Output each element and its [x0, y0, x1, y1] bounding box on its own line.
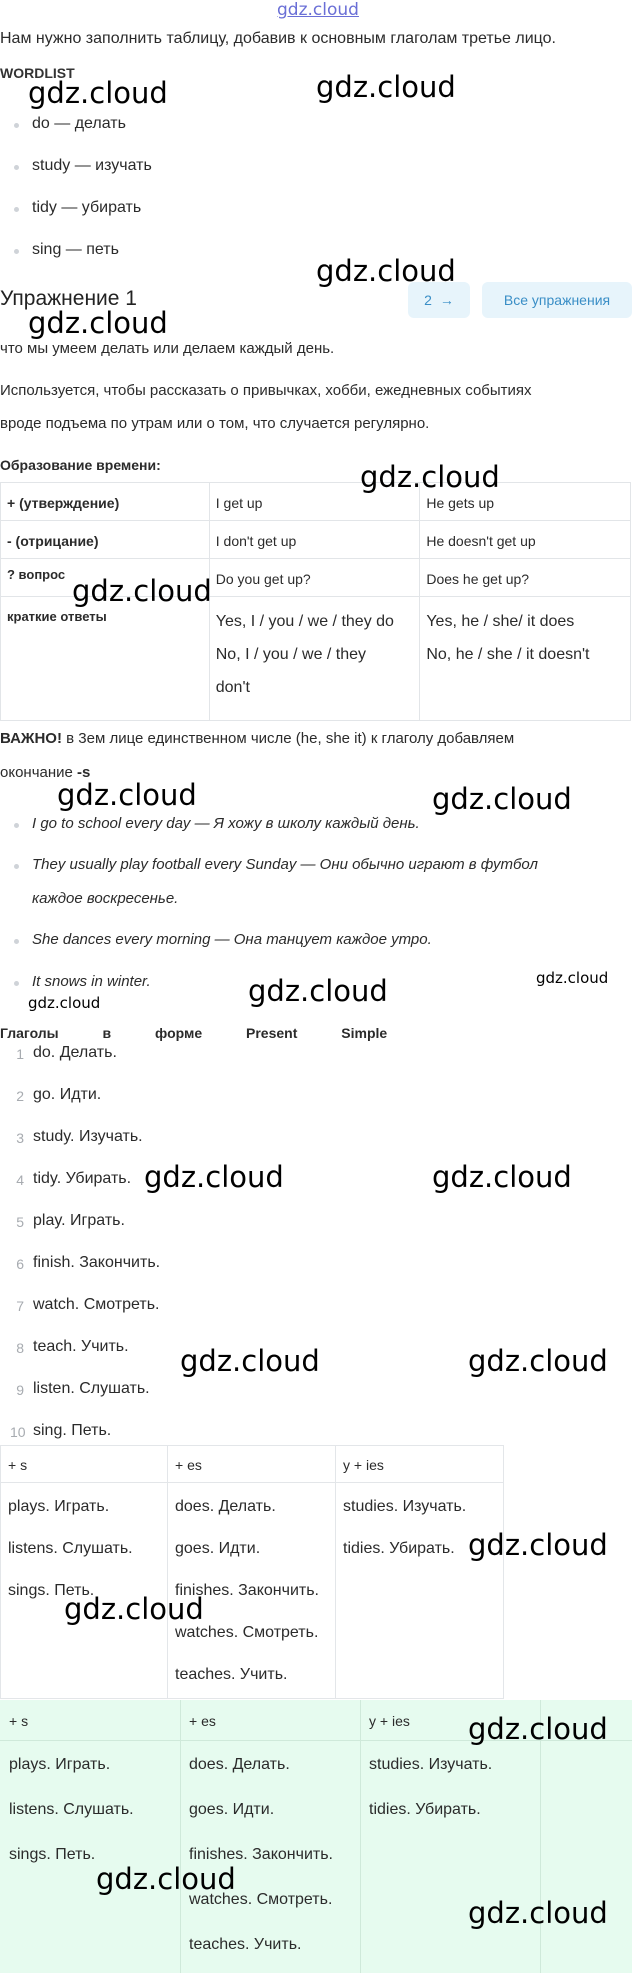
- short-answer-no-cont: don't: [215, 679, 250, 696]
- watermark: gdz.cloud: [316, 254, 456, 288]
- list-number: 1: [16, 1046, 24, 1062]
- watermark: gdz.cloud: [57, 778, 197, 812]
- wordlist-item: sing — петь: [32, 241, 119, 258]
- list-number: 3: [16, 1130, 24, 1146]
- watermark: gdz.cloud: [144, 1160, 284, 1194]
- column-header: + s: [9, 1713, 29, 1729]
- list-item: tidy. Убирать.: [33, 1170, 132, 1187]
- watermark-top: gdz.cloud: [277, 0, 359, 20]
- description-line-3: вроде подъема по утрам или о том, что случается регулярно.: [0, 415, 430, 432]
- table-cell: [209, 597, 420, 721]
- cutoff-heading: Глаголы в форме Present Simple: [0, 1025, 388, 1041]
- table-cell: краткие ответы: [1, 597, 210, 721]
- wordlist-item: do — делать: [32, 115, 126, 132]
- important-line-1: [0, 730, 514, 747]
- list-item: teach. Учить.: [33, 1338, 129, 1355]
- list-item: finish. Закончить.: [33, 1254, 161, 1271]
- list-item: go. Идти.: [33, 1086, 102, 1103]
- verbs-table: [0, 1445, 503, 1698]
- example-item: She dances every morning — Она танцует каждое утро.: [32, 931, 432, 948]
- all-exercises-button[interactable]: Все упражнения: [482, 282, 632, 318]
- table-cell: plays. Играть.: [9, 1756, 111, 1773]
- watermark: gdz.cloud: [360, 460, 500, 494]
- bullet-icon: [14, 823, 19, 828]
- list-number: 5: [16, 1214, 24, 1230]
- watermark: gdz.cloud: [96, 1862, 236, 1896]
- list-item: study. Изучать.: [33, 1128, 143, 1145]
- wordlist-title: WORDLIST: [0, 65, 75, 81]
- list-number: 6: [16, 1256, 24, 1272]
- bullet-icon: [14, 207, 19, 212]
- table-cell: studies. Изучать.: [369, 1756, 493, 1773]
- list-number: 10: [10, 1424, 26, 1440]
- table-cell: Does he get up?: [420, 559, 631, 597]
- arrow-right-icon: →: [439, 292, 454, 308]
- table-cell: sings. Петь.: [9, 1846, 96, 1863]
- watermark: gdz.cloud: [468, 1528, 608, 1562]
- formation-title: Образование времени:: [0, 457, 161, 473]
- table-cell: [420, 597, 631, 721]
- watermark: gdz.cloud: [432, 782, 572, 816]
- table-cell: - (отрицание): [1, 521, 210, 559]
- table-cell: listens. Слушать.: [8, 1540, 133, 1557]
- watermark: gdz.cloud: [64, 1592, 204, 1626]
- bullet-icon: [14, 939, 19, 944]
- table-cell: studies. Изучать.: [343, 1498, 467, 1515]
- important-text-2: окончание: [0, 764, 78, 781]
- cutoff-heading-clip: [0, 1025, 632, 1041]
- table-cell: sings. Петь.: [8, 1582, 95, 1599]
- watermark: gdz.cloud: [28, 76, 168, 110]
- table-cell: teaches. Учить.: [175, 1666, 288, 1683]
- important-suffix: -s: [77, 764, 91, 781]
- table-cell: I don't get up: [209, 521, 420, 559]
- watermark: gdz.cloud: [72, 574, 212, 608]
- table-row: [1, 483, 631, 521]
- table-cell: plays. Играть.: [8, 1498, 110, 1515]
- list-number: 2: [16, 1088, 24, 1104]
- table-cell: does. Делать.: [189, 1756, 290, 1773]
- table-cell: does. Делать.: [175, 1498, 276, 1515]
- table-row: [1, 597, 631, 721]
- bullet-icon: [14, 864, 19, 869]
- watermark: gdz.cloud: [468, 1712, 608, 1746]
- table-cell: tidies. Убирать.: [369, 1801, 481, 1818]
- intro-text: Нам нужно заполнить таблицу, добавив к основным глаголам третье лицо.: [0, 30, 556, 47]
- column-header: y + ies: [369, 1713, 410, 1729]
- table-cell: listens. Слушать.: [9, 1801, 134, 1818]
- column-header: y + ies: [343, 1457, 384, 1473]
- table-cell: ? вопрос: [1, 559, 210, 597]
- example-item: They usually play football every Sunday — Они обычно играют в футбол: [32, 856, 538, 873]
- table-cell: He gets up: [420, 483, 631, 521]
- short-answer-yes: Yes, he / she/ it does: [426, 613, 575, 630]
- column-header: + es: [175, 1457, 202, 1473]
- table-cell: teaches. Учить.: [189, 1936, 302, 1953]
- column-header: + s: [8, 1457, 28, 1473]
- table-cell: finishes. Закончить.: [175, 1582, 319, 1599]
- list-number: 7: [16, 1298, 24, 1314]
- column-header: + es: [189, 1713, 216, 1729]
- watermark: gdz.cloud: [432, 1160, 572, 1194]
- table-cell: I get up: [209, 483, 420, 521]
- important-text: в 3ем лице единственном числе (he, she it) к глаголу добавляем: [61, 730, 515, 747]
- table-cell: tidies. Убирать.: [343, 1540, 455, 1557]
- exercise-title: Упражнение 1: [0, 287, 137, 310]
- example-item: It snows in winter.: [32, 973, 151, 990]
- list-item: play. Играть.: [33, 1212, 125, 1229]
- bullet-icon: [14, 123, 19, 128]
- watermark: gdz.cloud: [28, 306, 168, 340]
- watermark: gdz.cloud: [248, 974, 388, 1008]
- watermark: gdz.cloud: [180, 1344, 320, 1378]
- table-cell: goes. Идти.: [175, 1540, 261, 1557]
- table-cell: watches. Смотреть.: [175, 1624, 319, 1641]
- list-item: do. Делать.: [33, 1044, 117, 1061]
- wordlist-item: study — изучать: [32, 157, 152, 174]
- list-number: 4: [16, 1172, 24, 1188]
- table-cell: + (утверждение): [1, 483, 210, 521]
- wordlist-item: tidy — убирать: [32, 199, 142, 216]
- table-cell: goes. Идти.: [189, 1801, 275, 1818]
- description-line-2: Используется, чтобы рассказать о привычках, хобби, ежедневных событиях: [0, 382, 532, 399]
- short-answer-yes: Yes, I / you / we / they do: [215, 613, 394, 630]
- list-number: 9: [16, 1382, 24, 1398]
- watermark: gdz.cloud: [536, 969, 609, 987]
- watermark: gdz.cloud: [468, 1344, 608, 1378]
- watermark: gdz.cloud: [28, 994, 101, 1012]
- table-cell: finishes. Закончить.: [189, 1846, 333, 1863]
- bullet-icon: [14, 249, 19, 254]
- list-item: listen. Слушать.: [33, 1380, 150, 1397]
- list-item: sing. Петь.: [33, 1422, 112, 1439]
- important-label: ВАЖНО!: [0, 730, 62, 747]
- example-item: I go to school every day — Я хожу в школу каждый день.: [32, 815, 420, 832]
- bullet-icon: [14, 165, 19, 170]
- list-number: 8: [16, 1340, 24, 1356]
- description-line-1: что мы умеем делать или делаем каждый день.: [0, 340, 335, 357]
- example-item-cont: каждое воскресенье.: [32, 890, 179, 907]
- short-answer-no: No, I / you / we / they: [215, 646, 367, 663]
- next-exercise-label: 2: [424, 292, 432, 308]
- watermark: gdz.cloud: [468, 1896, 608, 1930]
- table-cell: Do you get up?: [209, 559, 420, 597]
- table-row: [1, 521, 631, 559]
- watermark: gdz.cloud: [316, 70, 456, 104]
- short-answer-no: No, he / she / it doesn't: [426, 646, 590, 663]
- table-cell: He doesn't get up: [420, 521, 631, 559]
- bullet-icon: [14, 981, 19, 986]
- table-cell: watches. Смотреть.: [189, 1891, 333, 1908]
- list-item: watch. Смотреть.: [33, 1296, 160, 1313]
